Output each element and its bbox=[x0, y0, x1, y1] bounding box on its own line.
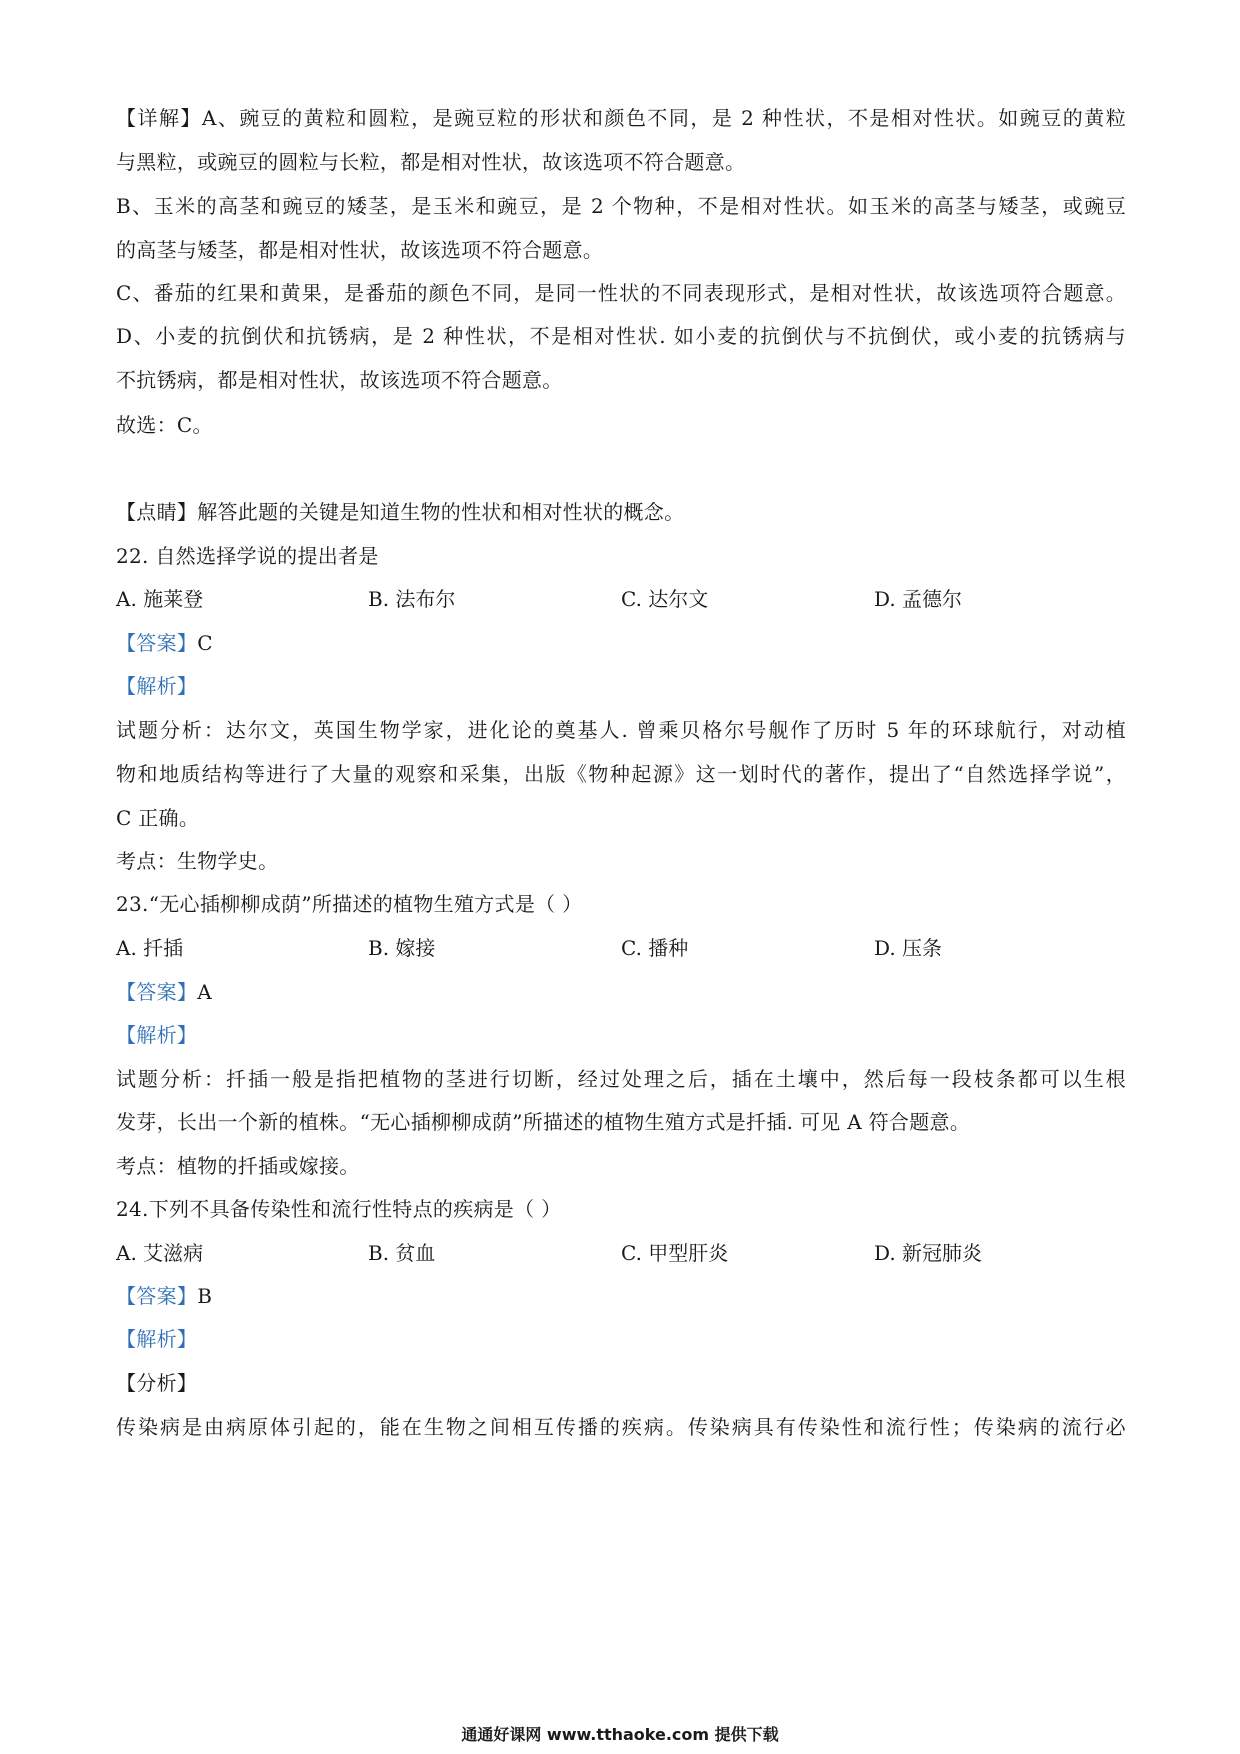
q24-options bbox=[116, 1239, 1126, 1267]
q23-options bbox=[116, 934, 1126, 962]
q22-option-d: D. 孟德尔 bbox=[874, 587, 963, 611]
detail-a-text1: A、豌豆的黄粒和圆粒，是豌豆粒的形状和颜色不同，是 2 种性状，不是相对性状。如豌豆的黄粒 bbox=[201, 106, 1126, 130]
q23-analysis-label: 【解析】 bbox=[116, 1023, 198, 1047]
detail-choice: 故选：C。 bbox=[116, 413, 213, 437]
q23-answer-label: 【答案】 bbox=[116, 980, 198, 1004]
detail-c-line1: C、番茄的红果和黄果，是番茄的颜色不同，是同一性状的不同表现形式，是相对性状，故该选项符合题意。 bbox=[116, 281, 1126, 305]
q22-analysis-line2: 物和地质结构等进行了大量的观察和采集，出版《物种起源》这一划时代的著作，提出了“自然选择学说”， bbox=[116, 762, 1126, 786]
q24-stem: 24.下列不具备传染性和流行性特点的疾病是（ ） bbox=[116, 1197, 562, 1221]
q22-answer bbox=[116, 629, 1126, 657]
q24-option-d: D. 新冠肺炎 bbox=[874, 1241, 983, 1265]
q23-answer bbox=[116, 978, 1126, 1006]
q23-answer-value: A bbox=[197, 980, 212, 1004]
q23-kaodian: 考点：植物的扦插或嫁接。 bbox=[116, 1154, 360, 1178]
q24-analysis-label: 【解析】 bbox=[116, 1327, 198, 1351]
detail-b-line1: B、玉米的高茎和豌豆的矮茎，是玉米和豌豆，是 2 个物种，不是相对性状。如玉米的高茎与矮茎，或豌豆 bbox=[116, 194, 1126, 218]
q24-analysis-heading bbox=[116, 1325, 1126, 1353]
q23-stem: 23.“无心插柳柳成荫”所描述的植物生殖方式是（ ） bbox=[116, 892, 583, 916]
q23-option-c: C. 播种 bbox=[621, 936, 689, 960]
q22-analysis-line1: 试题分析：达尔文，英国生物学家，进化论的奠基人. 曾乘贝格尔号舰作了历时 5 年的环球航行，对动植 bbox=[116, 718, 1126, 742]
q24-answer-label: 【答案】 bbox=[116, 1284, 198, 1308]
q24-option-c: C. 甲型肝炎 bbox=[621, 1241, 729, 1265]
point-label: 【点睛】 bbox=[116, 500, 198, 524]
detail-a-line1 bbox=[116, 104, 1126, 132]
q24-answer bbox=[116, 1282, 1126, 1310]
point-text: 解答此题的关键是知道生物的性状和相对性状的概念。 bbox=[197, 500, 685, 524]
page-footer: 通通好课网 www.tthaoke.com 提供下载 bbox=[461, 1725, 779, 1744]
detail-b-line2: 的高茎与矮茎，都是相对性状，故该选项不符合题意。 bbox=[116, 238, 604, 262]
q23-analysis-line1: 试题分析：扦插一般是指把植物的茎进行切断，经过处理之后，插在土壤中，然后每一段枝条都可以生根 bbox=[116, 1067, 1126, 1091]
point-line bbox=[116, 498, 1126, 526]
q22-stem: 22. 自然选择学说的提出者是 bbox=[116, 544, 379, 568]
q22-analysis-line3: C 正确。 bbox=[116, 806, 200, 830]
detail-d-line2: 不抗锈病，都是相对性状，故该选项不符合题意。 bbox=[116, 368, 563, 392]
q23-analysis-line2: 发芽，长出一个新的植株。“无心插柳柳成荫”所描述的植物生殖方式是扦插. 可见 A 符合题意。 bbox=[116, 1110, 971, 1134]
q22-options bbox=[116, 585, 1126, 613]
q23-option-a: A. 扦插 bbox=[116, 936, 184, 960]
q23-analysis-heading bbox=[116, 1021, 1126, 1049]
q22-analysis-heading bbox=[116, 672, 1126, 700]
q22-kaodian: 考点：生物学史。 bbox=[116, 849, 279, 873]
q22-option-a: A. 施莱登 bbox=[116, 587, 204, 611]
q22-answer-label: 【答案】 bbox=[116, 631, 198, 655]
q22-analysis-label: 【解析】 bbox=[116, 674, 198, 698]
q24-option-b: B. 贫血 bbox=[368, 1241, 436, 1265]
q23-option-d: D. 压条 bbox=[874, 936, 943, 960]
q24-answer-value: B bbox=[197, 1284, 213, 1308]
q22-option-b: B. 法布尔 bbox=[368, 587, 456, 611]
q23-option-b: B. 嫁接 bbox=[368, 936, 436, 960]
q24-fenxi-heading: 【分析】 bbox=[116, 1371, 198, 1395]
q24-option-a: A. 艾滋病 bbox=[116, 1241, 204, 1265]
q24-fenxi-line1: 传染病是由病原体引起的，能在生物之间相互传播的疾病。传染病具有传染性和流行性；传染病的流行必 bbox=[116, 1415, 1126, 1439]
detail-d-line1: D、小麦的抗倒伏和抗锈病，是 2 种性状，不是相对性状. 如小麦的抗倒伏与不抗倒伏，或小麦的抗锈病与 bbox=[116, 324, 1126, 348]
q22-option-c: C. 达尔文 bbox=[621, 587, 709, 611]
q22-answer-value: C bbox=[197, 631, 213, 655]
detail-a-line2: 与黑粒，或豌豆的圆粒与长粒，都是相对性状，故该选项不符合题意。 bbox=[116, 150, 746, 174]
detail-label: 【详解】 bbox=[116, 106, 202, 130]
